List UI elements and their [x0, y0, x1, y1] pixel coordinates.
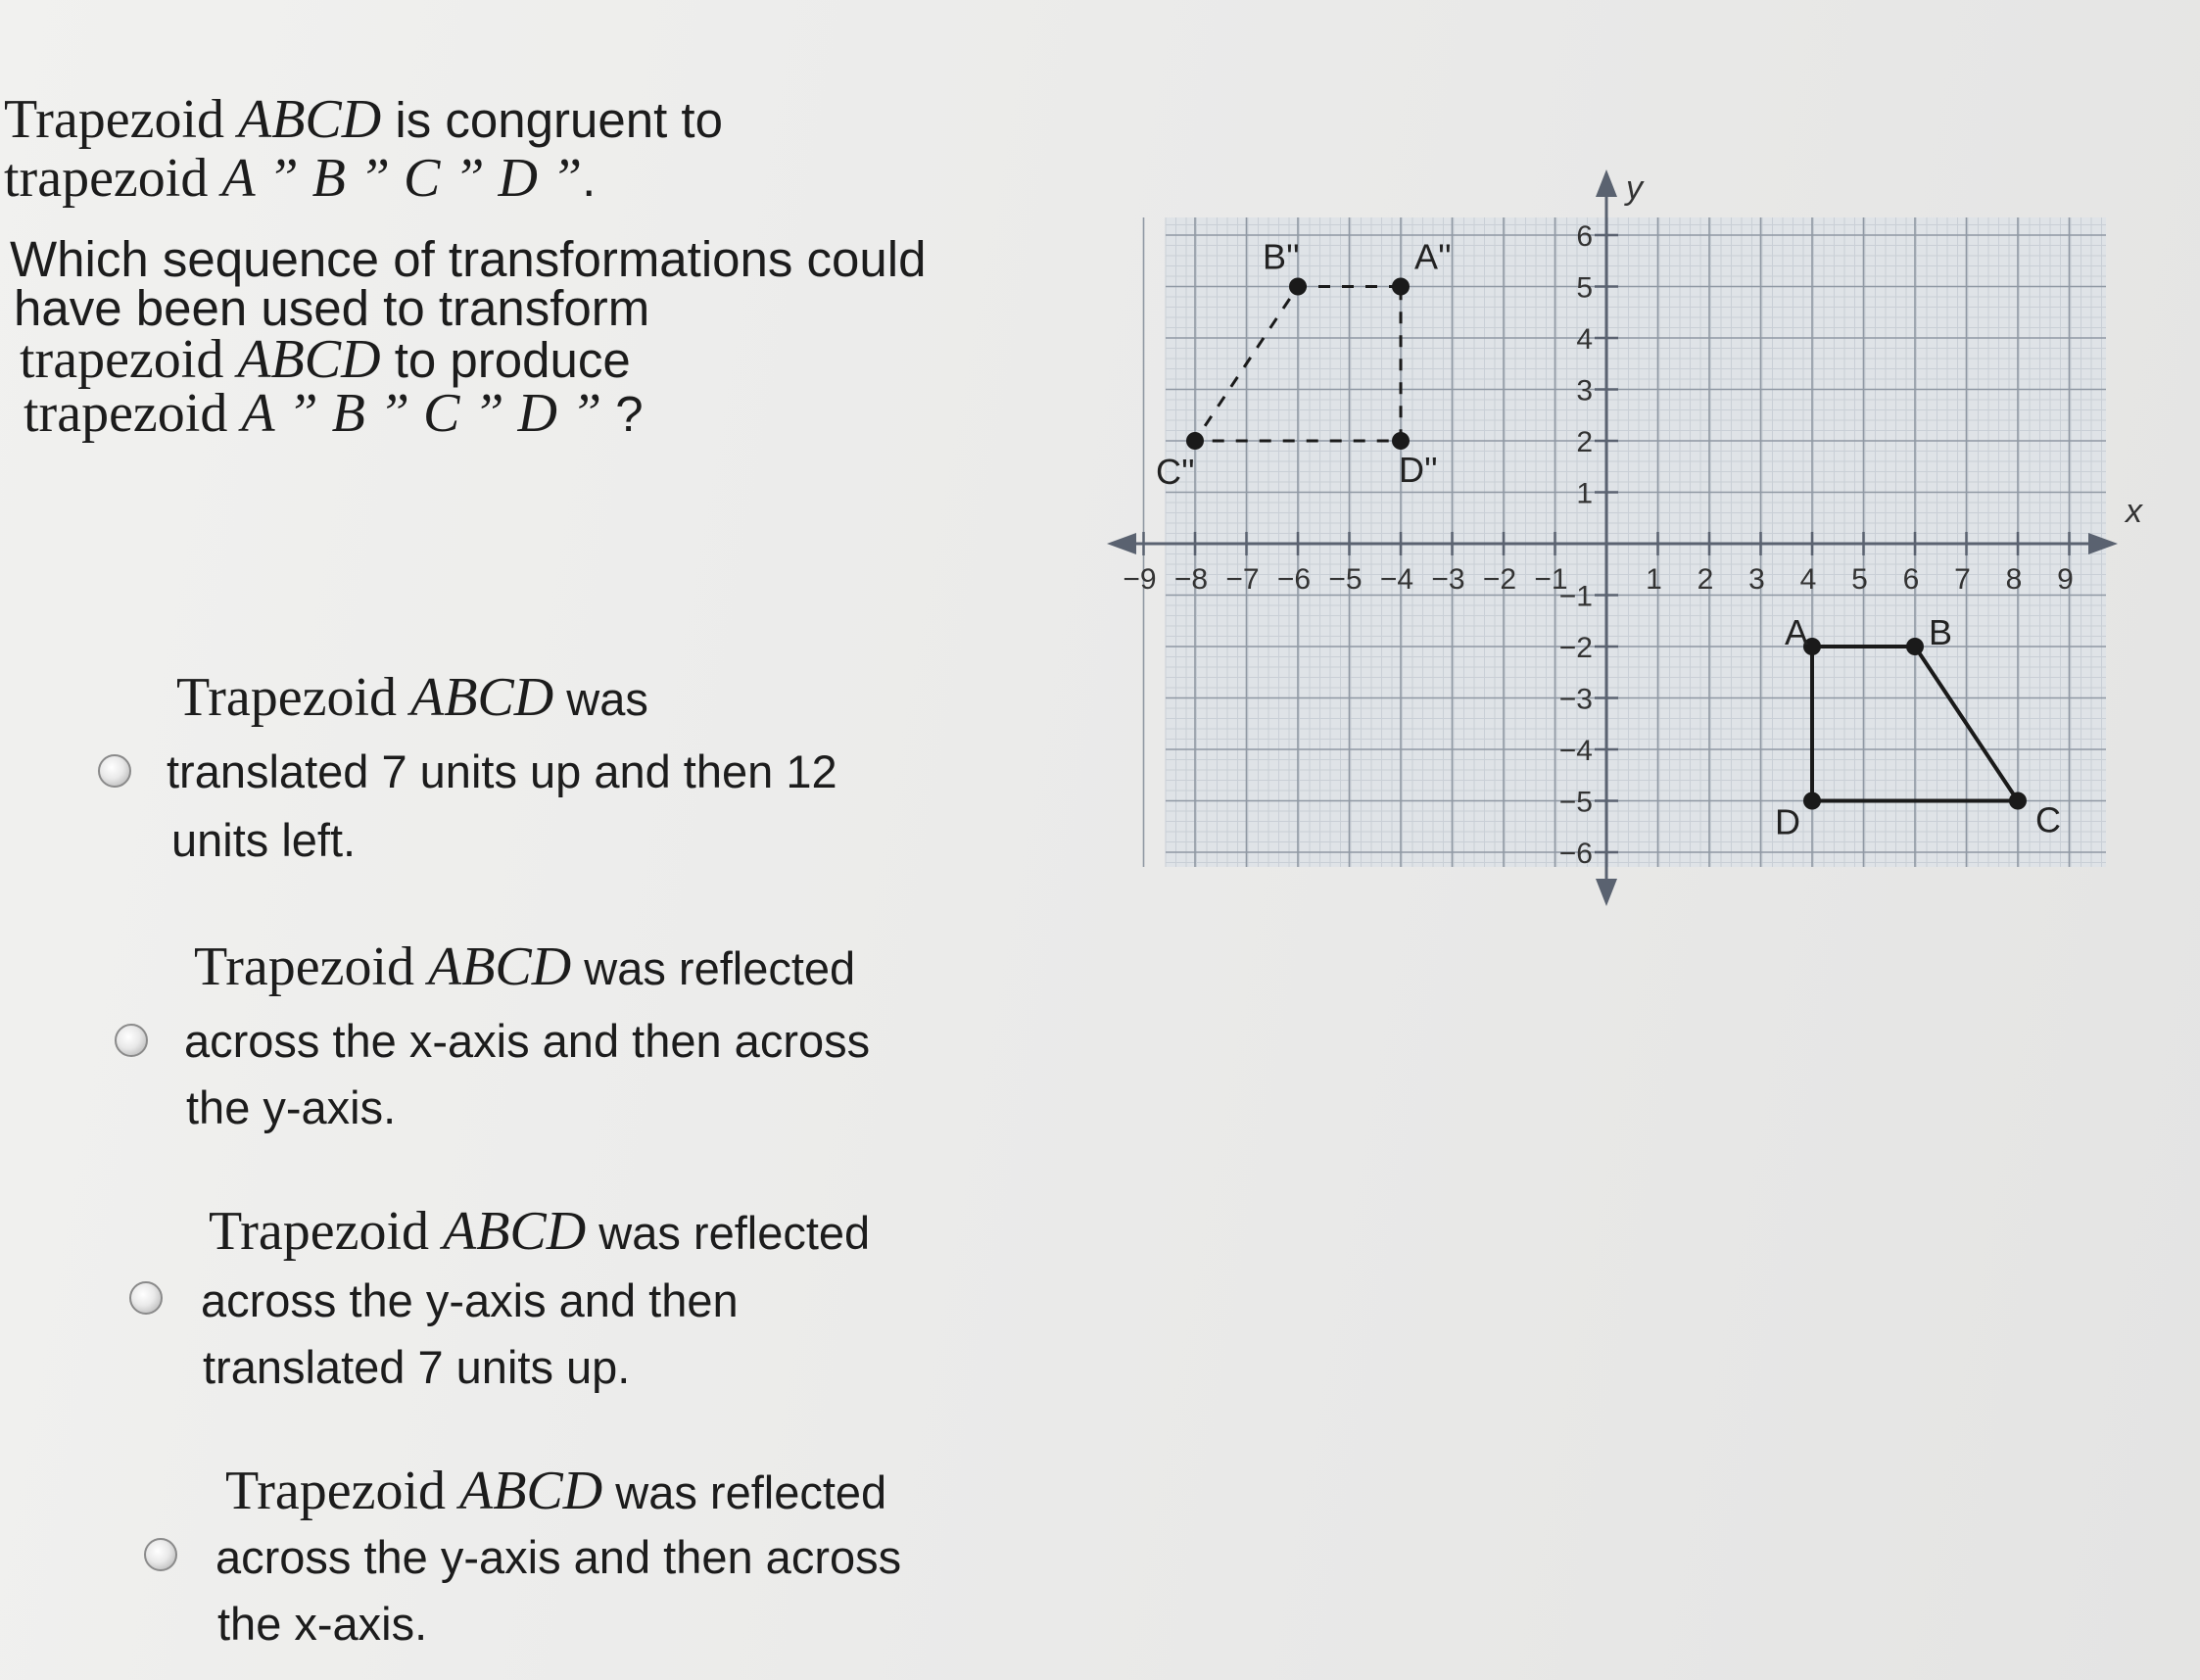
option-4-line-1: Trapezoid ABCD was reflected: [225, 1461, 887, 1521]
x-tick-label: −6: [1276, 563, 1312, 596]
option-2-line-3: the y-axis.: [186, 1081, 397, 1133]
text-to-produce: to produce: [380, 332, 631, 388]
word-trapezoid: Trapezoid: [4, 89, 239, 150]
x-tick-label: −1: [1534, 563, 1568, 596]
y-tick-label: −5: [1558, 786, 1593, 819]
x-tick-label: −2: [1482, 563, 1517, 596]
x-tick-label: −4: [1379, 563, 1414, 596]
vertex-point: [1392, 432, 1410, 450]
word-trapezoid: trapezoid: [20, 329, 238, 390]
text-congruent-to: is congruent to: [381, 92, 723, 148]
x-tick-label: 4: [1799, 563, 1817, 596]
radio-button-option-3[interactable]: [129, 1281, 163, 1315]
period: .: [582, 151, 597, 207]
radio-button-option-4[interactable]: [144, 1538, 177, 1571]
y-tick-label: 1: [1576, 477, 1593, 510]
vertex-label: B: [1929, 612, 1953, 652]
x-tick-label: −9: [1123, 563, 1157, 596]
y-tick-label: 6: [1576, 220, 1593, 253]
vertex-point: [2009, 792, 2027, 810]
option-1-line-1: Trapezoid ABCD was: [176, 667, 648, 728]
vertex-point: [1906, 638, 1924, 655]
y-axis-label: y: [1626, 169, 1643, 207]
option-2-line-1: Trapezoid ABCD was reflected: [194, 936, 856, 997]
y-tick-label: 2: [1576, 426, 1593, 458]
coordinate-plane: [1077, 162, 2175, 926]
vertex-label: B'': [1263, 236, 1300, 277]
vertex-point: [1186, 432, 1204, 450]
option-1-line-3: units left.: [171, 814, 357, 866]
option-4-line-3: the x-axis.: [217, 1598, 428, 1650]
y-tick-label: −1: [1558, 580, 1593, 613]
y-tick-label: −2: [1558, 632, 1593, 664]
x-tick-label: 1: [1646, 563, 1662, 596]
option-4-line-2: across the y-axis and then across: [215, 1531, 902, 1583]
vertex-label: D: [1775, 801, 1800, 842]
x-axis-arrow-left-icon: [1107, 533, 1136, 554]
y-axis-arrow-up-icon: [1596, 169, 1617, 197]
shape-name-image: A ” B ” C ” D ”: [241, 383, 602, 444]
x-tick-label: 2: [1697, 563, 1714, 596]
question-line-4: have been used to transform: [14, 280, 650, 336]
x-tick-label: 3: [1748, 563, 1765, 596]
x-tick-label: 7: [1954, 563, 1971, 596]
word-trapezoid: trapezoid: [24, 383, 242, 444]
option-3-line-2: across the y-axis and then: [201, 1274, 739, 1326]
answer-option-3[interactable]: [122, 1200, 1151, 1396]
y-tick-label: −3: [1558, 683, 1593, 716]
x-tick-label: 5: [1851, 563, 1868, 596]
question-line-1: [4, 88, 723, 151]
radio-button-option-1[interactable]: [98, 754, 131, 788]
y-tick-label: −4: [1558, 735, 1593, 767]
word-trapezoid: trapezoid: [4, 148, 222, 209]
vertex-label: A'': [1414, 236, 1452, 277]
y-tick-label: −6: [1558, 838, 1593, 870]
x-tick-label: 6: [1902, 563, 1920, 596]
option-1-line-2: translated 7 units up and then 12: [167, 745, 837, 797]
vertex-point: [1289, 278, 1307, 296]
x-tick-label: −8: [1173, 563, 1209, 596]
x-tick-label: −3: [1431, 563, 1465, 596]
x-tick-label: 9: [2057, 563, 2074, 596]
vertex-point: [1803, 792, 1821, 810]
option-3-line-3: translated 7 units up.: [203, 1341, 631, 1393]
answer-option-4[interactable]: [137, 1460, 1166, 1656]
vertex-label: A: [1785, 612, 1809, 652]
option-3-line-1: Trapezoid ABCD was reflected: [209, 1201, 871, 1262]
x-tick-label: −5: [1328, 563, 1363, 596]
x-axis-label: x: [2126, 493, 2142, 530]
radio-button-option-2[interactable]: [115, 1024, 148, 1057]
y-tick-label: 3: [1576, 374, 1593, 408]
vertex-label: C'': [1156, 452, 1195, 492]
y-tick-label: 5: [1576, 271, 1593, 305]
question-line-3: Which sequence of transformations could: [10, 231, 927, 287]
vertex-point: [1392, 278, 1410, 296]
x-tick-label: −7: [1225, 563, 1260, 596]
shape-name-abcd: ABCD: [238, 89, 382, 150]
y-tick-label: 4: [1576, 323, 1593, 356]
option-2-line-2: across the x-axis and then across: [184, 1015, 871, 1067]
answer-option-1[interactable]: [93, 666, 1122, 866]
question-mark: ?: [601, 386, 644, 442]
vertex-label: C: [2035, 799, 2061, 840]
question-line-6: [24, 382, 644, 445]
x-tick-label: 8: [2005, 563, 2023, 596]
question-line-2: [4, 147, 596, 210]
y-axis-arrow-down-icon: [1596, 879, 1617, 906]
shape-name-image: A ” B ” C ” D ”: [221, 148, 583, 209]
vertex-label: D'': [1399, 450, 1438, 490]
shape-name-abcd: ABCD: [237, 329, 381, 390]
answer-option-2[interactable]: [108, 936, 1136, 1131]
